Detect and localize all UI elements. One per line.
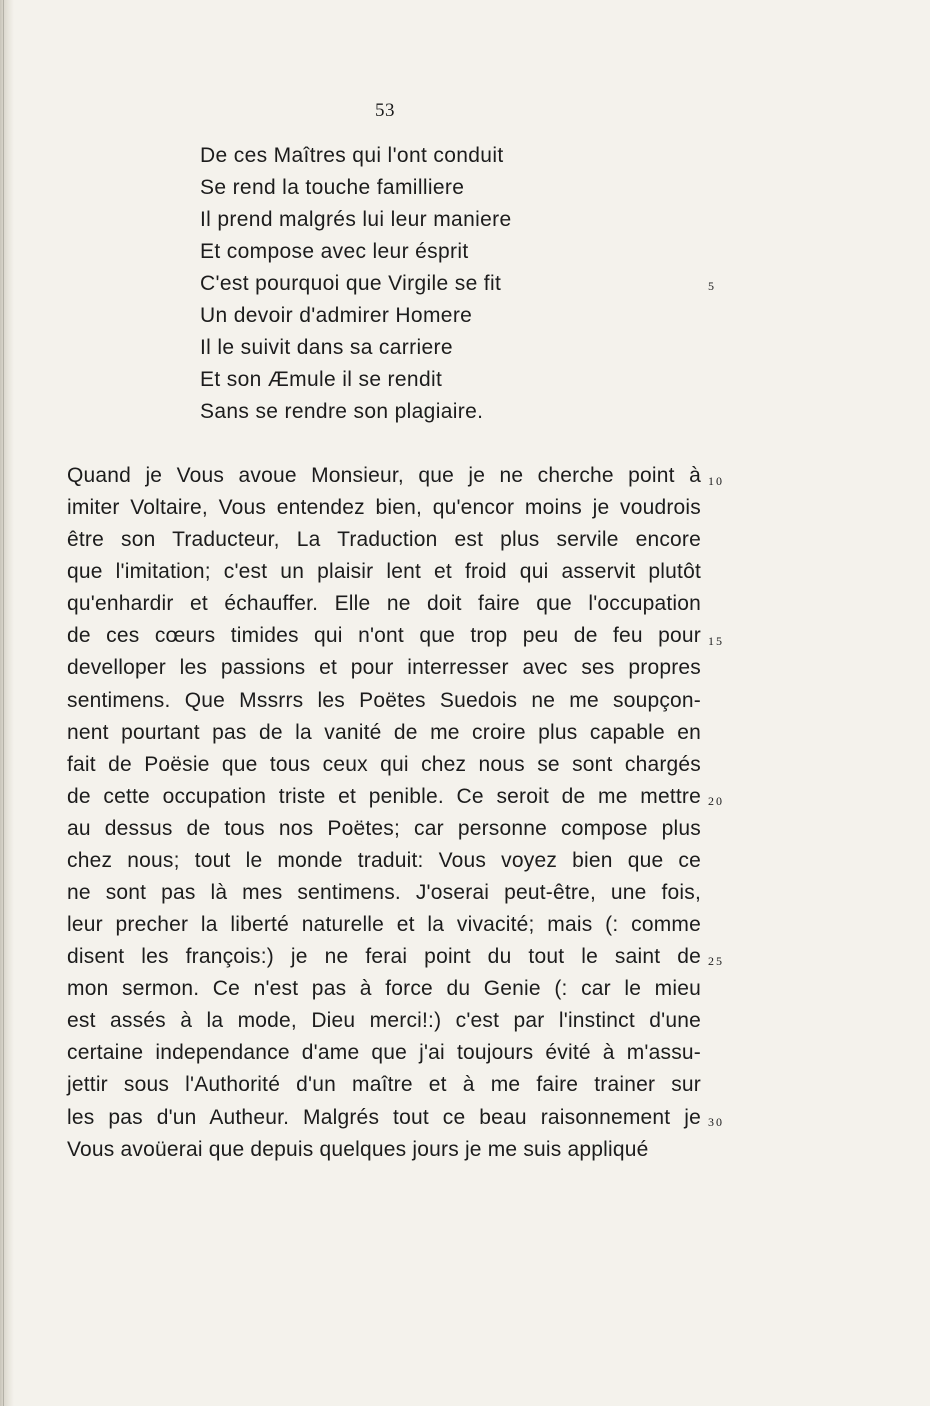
page-binding-line — [3, 0, 4, 1406]
prose-line: Vous avoüerai que depuis quelques jours je me suis appliqué — [67, 1137, 649, 1161]
prose-line: les pas d'un Autheur. Malgrés tout ce beau raisonnement je — [67, 1105, 701, 1129]
poem-line: De ces Maîtres qui l'ont conduit — [200, 144, 504, 167]
prose-line: chez nous; tout le monde traduit: Vous voyez bien que ce — [67, 848, 701, 872]
prose-line: de ces cœurs timides qui n'ont que trop peu de feu pour — [67, 624, 701, 648]
prose-line: leur precher la liberté naturelle et la vivacité; mais (: comme — [67, 913, 701, 937]
poem-line: Il le suivit dans sa carriere — [200, 336, 453, 359]
line-number-30: 30 — [708, 1115, 724, 1129]
poem-line: Un devoir d'admirer Homere — [200, 304, 473, 327]
prose-line: fait de Poësie que tous ceux qui chez nous se sont chargés — [67, 752, 701, 776]
prose-line: sentimens. Que Mssrrs les Poëtes Suedois ne me soupçon- — [67, 688, 701, 712]
poem-stanza — [200, 140, 720, 428]
prose-line: disent les françois:) je ne ferai point du tout le saint de — [67, 945, 701, 969]
page-number: 53 — [375, 100, 395, 121]
prose-line: est assés à la mode, Dieu merci!:) c'est par l'instinct d'une — [67, 1009, 701, 1033]
prose-line: develloper les passions et pour interresser avec ses propres — [67, 656, 701, 680]
line-number-25: 25 — [708, 954, 724, 968]
line-number-20: 20 — [708, 794, 724, 808]
prose-line: au dessus de tous nos Poëtes; car personne compose plus — [67, 816, 701, 840]
poem-line: Il prend malgrés lui leur maniere — [200, 208, 512, 231]
prose-line: de cette occupation triste et penible. Ce seroit de me mettre — [67, 784, 701, 808]
prose-line: que l'imitation; c'est un plaisir lent et froid qui asservit plutôt — [67, 560, 701, 584]
prose-line: imiter Voltaire, Vous entendez bien, qu'encor moins je voudrois — [67, 496, 701, 520]
prose-line: Quand je Vous avoue Monsieur, que je ne cherche point à — [67, 464, 701, 487]
poem-line: Se rend la touche familliere — [200, 176, 465, 199]
poem-line: C'est pourquoi que Virgile se fit — [200, 272, 502, 295]
prose-line: jettir sous l'Authorité d'un maître et à me faire trainer sur — [67, 1073, 701, 1097]
line-number-10: 10 — [708, 474, 724, 488]
poem-line: Et son Æmule il se rendit — [200, 368, 443, 391]
line-number-15: 15 — [708, 634, 724, 648]
prose-line: qu'enhardir et échauffer. Elle ne doit faire que l'occupation — [67, 592, 701, 616]
prose-paragraph — [67, 460, 701, 1166]
poem-line: Sans se rendre son plagiaire. — [200, 400, 484, 423]
prose-line: certaine independance d'ame que j'ai toujours évité à m'assu- — [67, 1041, 701, 1065]
line-number-5: 5 — [708, 279, 716, 293]
poem-line: Et compose avec leur ésprit — [200, 240, 469, 263]
prose-line: mon sermon. Ce n'est pas à force du Genie (: car le mieu — [67, 977, 701, 1001]
prose-line: nent pourtant pas de la vanité de me croire plus capable en — [67, 720, 701, 744]
prose-line: être son Traducteur, La Traduction est plus servile encore — [67, 528, 701, 552]
prose-line: ne sont pas là mes sentimens. J'oserai peut-être, une fois, — [67, 881, 701, 905]
